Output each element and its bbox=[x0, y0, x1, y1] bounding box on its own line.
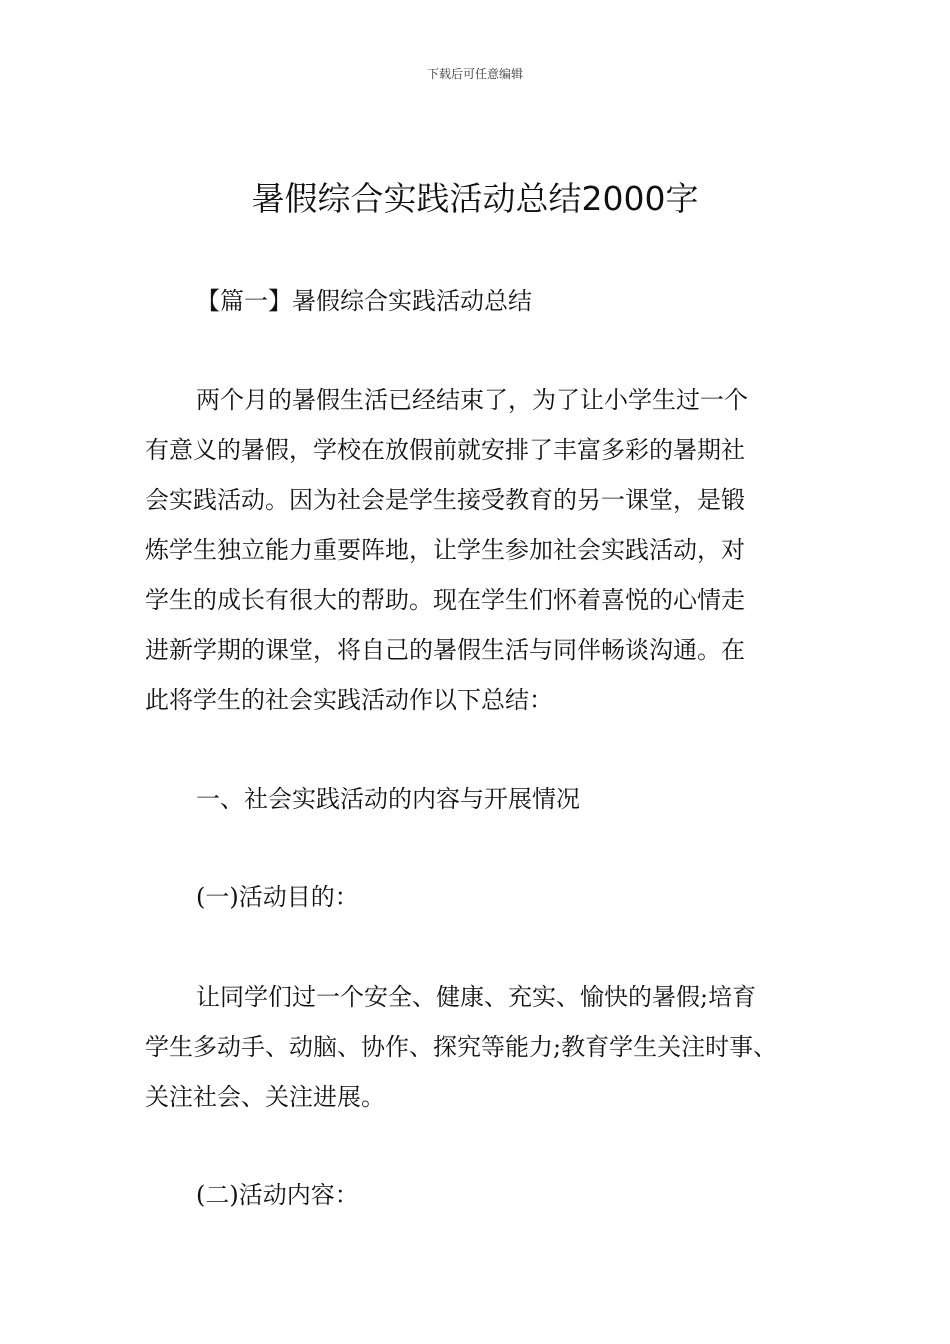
paragraph-line: 有意义的暑假，学校在放假前就安排了丰富多彩的暑期社 bbox=[145, 436, 745, 464]
paragraph-line: 学生的成长有很大的帮助。现在学生们怀着喜悦的心情走 bbox=[145, 586, 745, 614]
paragraph-1 bbox=[145, 375, 748, 725]
heading-1: 一、社会实践活动的内容与开展情况 bbox=[196, 785, 580, 813]
paragraph-line: 进新学期的课堂，将自己的暑假生活与同伴畅谈沟通。在 bbox=[145, 636, 745, 664]
paragraph-2 bbox=[145, 972, 777, 1122]
paragraph-line: 学生多动手、动脑、协作、探究等能力;教育学生关注时事、 bbox=[145, 1033, 778, 1061]
subheading-2: (二)活动内容： bbox=[196, 1181, 359, 1209]
paragraph-line: 会实践活动。因为社会是学生接受教育的另一课堂，是锻 bbox=[145, 486, 745, 514]
paragraph-line: 炼学生独立能力重要阵地，让学生参加社会实践活动，对 bbox=[145, 536, 745, 564]
header-note: 下载后可任意编辑 bbox=[426, 67, 523, 81]
paragraph-line: 两个月的暑假生活已经结束了，为了让小学生过一个 bbox=[196, 386, 748, 414]
document-title: 暑假综合实践活动总结2000字 bbox=[251, 179, 699, 218]
paragraph-line: 让同学们过一个安全、健康、充实、愉快的暑假;培育 bbox=[196, 983, 757, 1011]
paragraph-line: 此将学生的社会实践活动作以下总结： bbox=[145, 686, 553, 714]
section-heading: 【篇一】暑假综合实践活动总结 bbox=[196, 287, 532, 315]
paragraph-line: 关注社会、关注进展。 bbox=[145, 1083, 385, 1111]
subheading-1: (一)活动目的： bbox=[196, 883, 359, 911]
